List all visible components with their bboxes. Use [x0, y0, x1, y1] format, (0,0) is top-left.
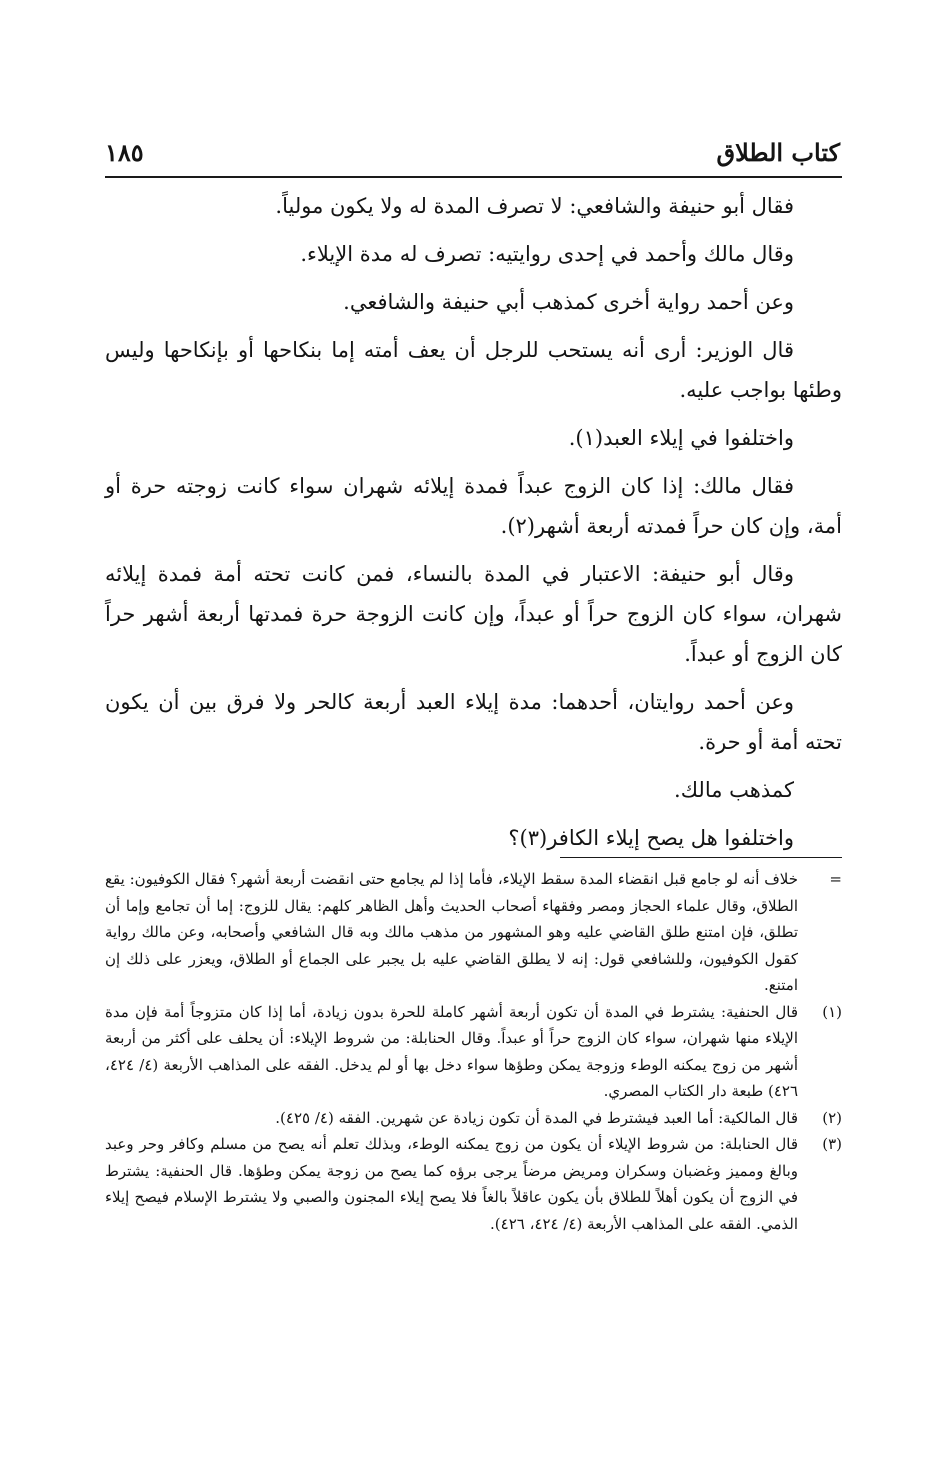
footnote-marker: (٣) [822, 1135, 842, 1153]
main-paragraph: وعن أحمد روايتان، أحدهما: مدة إيلاء العبد أربعة كالحر ولا فرق بين أن يكون تحته أمة أو حرة. [105, 690, 842, 754]
footnote [105, 999, 842, 1105]
main-paragraph: فقال أبو حنيفة والشافعي: لا تصرف المدة له ولا يكون مولياً. [275, 194, 794, 218]
running-header [105, 138, 840, 178]
footnote-marker: (٢) [822, 1108, 842, 1127]
main-paragraph: وعن أحمد رواية أخرى كمذهب أبي حنيفة والشافعي. [343, 290, 794, 314]
header-divider [105, 176, 842, 178]
chapter-title: كتاب الطلاق [716, 138, 840, 167]
footnote-text: قال المالكية: أما العبد فيشترط في المدة أن تكون زيادة عن شهرين. الفقه (٤/ ٤٢٥). [275, 1108, 798, 1127]
footnote-text: قال الحنفية: يشترط في المدة أن تكون أربعة أشهر كاملة للحرة بدون زيادة، أما إذا كان متزوجاً أمة فإن مدة الإيلاء منها شهران، سواء كان الزوج حراً أو عبداً. وقال الحنابلة: من شروط الإيلاء: أن يحلف على أكثر من أربعة أشهر من زوج يمكنه الوطء وزوجة يمكن وطؤها سواء دخل بها أو لم يدخل. الفقه على المذاهب الأربعة (٤/ ٤٢٤، ٤٢٦) طبعة دار الكتاب المصري. [105, 1002, 798, 1100]
footnote [105, 866, 842, 999]
footnote-marker: = [829, 870, 842, 888]
main-paragraph: وقال مالك وأحمد في إحدى روايتيه: تصرف له مدة الإيلاء. [300, 242, 794, 266]
main-paragraph: كمذهب مالك. [674, 778, 794, 802]
main-paragraph: قال الوزير: أرى أنه يستحب للرجل أن يعف أمته إما بنكاحها أو بإنكاحها وليس وطئها بواجب عليه. [105, 338, 842, 402]
footnote [105, 1131, 842, 1237]
footnote-marker: (١) [822, 1002, 842, 1021]
footnote-text: قال الحنابلة: من شروط الإيلاء أن يكون من زوج يمكنه الوطء، وبذلك تعلم أنه يصح من مسلم وكافر وحر وعبد وبالغ ومميز وغضبان وسكران ومريض مرضاً يرجى برؤه كما يصح من زوجة يمكن وطؤها. قال الحنفية: يشترط في الزوج أن يكون أهلاً للطلاق بأن يكون عاقلاً بالغاً فلا يصح إيلاء المجنون والصبي ولا يشترط الإسلام فيصح إيلاء الذمي. الفقه على المذاهب الأربعة (٤/ ٤٢٤، ٤٢٦). [105, 1135, 798, 1233]
footnote [105, 1105, 842, 1132]
main-paragraph: واختلفوا في إيلاء العبد(١). [568, 426, 794, 450]
main-paragraph: فقال مالك: إذا كان الزوج عبداً فمدة إيلائه شهران سواء كانت زوجته حرة أو أمة، وإن كان حراً فمدته أربعة أشهر(٢). [105, 474, 842, 538]
footnote-divider [560, 857, 842, 858]
page-number: ١٨٥ [105, 138, 144, 167]
footnotes [105, 866, 842, 1237]
main-text [105, 186, 842, 858]
main-paragraph: وقال أبو حنيفة: الاعتبار في المدة بالنساء، فمن كانت تحته أمة فمدة إيلائه شهران، سواء كان الزوج حراً أو عبداً، وإن كانت الزوجة حرة فمدتها أربعة أشهر حراً كان الزوج أو عبداً. [105, 562, 842, 666]
footnote-text: خلاف أنه لو جامع قبل انقضاء المدة سقط الإيلاء، فأما إذا لم يجامع حتى انقضت أربعة أشهر؟ فقال الكوفيون: يقع الطلاق، وقال علماء الحجاز ومصر وفقهاء أصحاب الحديث وأهل الظاهر كلهم: يقال للزوج: إما أن تجامع وإما أن تطلق، فإن امتنع طلق القاضي عليه وهو المشهور من مذهب مالك وبه قال الشافعي وأصحابه، وعن مالك رواية كقول الكوفيون، وللشافعي قول: إنه لا يطلق القاضي عليه بل يجبر على الجماع أو الطلاق، ويعزر على ذلك إن امتنع. [105, 870, 798, 994]
main-paragraph: واختلفوا هل يصح إيلاء الكافر(٣)؟ [508, 826, 794, 850]
